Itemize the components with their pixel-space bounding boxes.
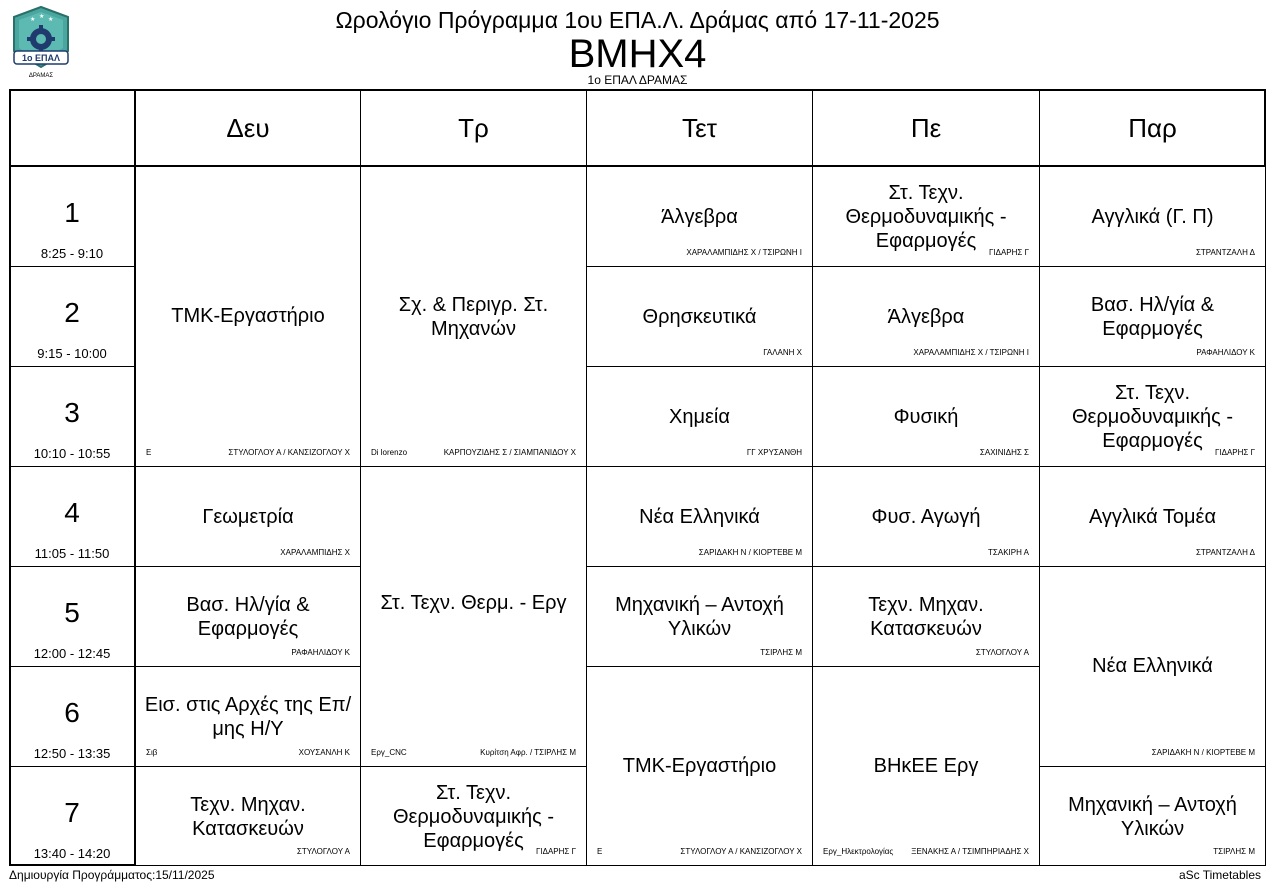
period-time: 12:00 - 12:45 — [33, 646, 111, 661]
lesson-teacher: ΣΑΧΙΝΙΔΗΣ Σ — [979, 448, 1029, 457]
period-time: 12:50 - 13:35 — [33, 746, 111, 761]
lesson-teacher: ΚΑΡΠΟΥΖΙΔΗΣ Σ / ΣΙΑΜΠΑΝΙΔΟΥ Χ — [443, 448, 576, 457]
lesson-teacher: ΓΓ ΧΡΥΣΑΝΘΗ — [746, 448, 802, 457]
lesson-cell — [1040, 567, 1265, 766]
lesson-cell — [587, 567, 812, 666]
lesson-cell — [136, 567, 360, 666]
lesson-subject: Θρησκευτικά — [642, 306, 757, 328]
lesson-cell — [361, 467, 586, 766]
lesson-subject: Αγγλικά Τομέα — [1088, 506, 1217, 528]
period-time: 8:25 - 9:10 — [40, 246, 104, 261]
page-title: Ωρολόγιο Πρόγραμμα 1ου ΕΠΑ.Λ. Δράμας από 17-11-2025 — [335, 7, 940, 33]
lesson-cell — [813, 267, 1039, 366]
lesson-subject: Νέα Ελληνικά — [639, 506, 760, 528]
lesson-teacher: ΓΑΛΑΝΗ Χ — [763, 348, 802, 357]
lesson-subject: Χημεία — [669, 406, 730, 428]
lesson-room: Ε — [146, 448, 152, 457]
lesson-subject: Βασ. Ηλ/γία & Εφαρμογές — [1090, 294, 1215, 340]
lesson-teacher: ΣΤΥΛΟΓΛΟΥ Α — [975, 648, 1029, 657]
lesson-cell — [813, 367, 1039, 466]
lesson-subject: Φυσική — [893, 406, 959, 428]
lesson-cell — [1040, 167, 1265, 266]
lesson-cell — [587, 367, 812, 466]
lesson-subject: Άλγεβρα — [661, 206, 738, 228]
lesson-teacher: ΣΤΥΛΟΓΛΟΥ Α / ΚΑΝΣΙΖΟΓΛΟΥ Χ — [680, 847, 802, 856]
lesson-teacher: ΧΑΡΑΛΑΜΠΙΔΗΣ Χ — [280, 548, 350, 557]
lesson-room: Εργ_CNC — [371, 748, 407, 757]
lesson-teacher: ΣΑΡΙΔΑΚΗ Ν / ΚΙΟΡΤΕΒΕ Μ — [698, 548, 802, 557]
lesson-subject: Τεχν. Μηχαν. Κατασκευών — [868, 594, 984, 640]
lesson-teacher: ΣΤΡΑΝΤΖΑΛΗ Δ — [1195, 548, 1255, 557]
lesson-subject: Στ. Τεχν. Θερμοδυναμικής - Εφαρμογές — [392, 782, 555, 852]
lesson-subject: Φυσ. Αγωγή — [871, 506, 981, 528]
lesson-cell — [136, 167, 360, 466]
lesson-teacher: ΡΑΦΑΗΛΙΔΟΥ Κ — [291, 648, 350, 657]
period-time: 13:40 - 14:20 — [33, 846, 111, 861]
lesson-cell — [1040, 467, 1265, 566]
lesson-subject: Τεχν. Μηχαν. Κατασκευών — [190, 794, 306, 840]
period-number: 7 — [64, 797, 80, 828]
period-number: 5 — [64, 597, 80, 628]
lesson-cell — [587, 467, 812, 566]
lesson-cell — [587, 667, 812, 865]
lesson-room: Ε — [597, 847, 603, 856]
svg-text:★: ★ — [48, 17, 54, 23]
day-header-wed: Τετ — [682, 112, 717, 143]
lesson-cell — [1040, 767, 1265, 865]
lesson-subject: Στ. Τεχν. Θερμοδυναμικής - Εφαρμογές — [845, 182, 1007, 252]
period-number: 4 — [64, 497, 80, 528]
lesson-teacher: ΓΙΔΑΡΗΣ Γ — [989, 248, 1029, 257]
lesson-teacher: ΤΣΙΡΛΗΣ Μ — [1213, 847, 1255, 856]
lesson-cell — [1040, 367, 1265, 466]
lesson-teacher: ΤΣΙΡΛΗΣ Μ — [760, 648, 802, 657]
lesson-teacher: ΣΑΡΙΔΑΚΗ Ν / ΚΙΟΡΤΕΒΕ Μ — [1151, 748, 1255, 757]
lesson-teacher: ΧΟΥΣΑΝΛΗ Κ — [298, 748, 350, 757]
school-name: 1ο ΕΠΑΛ ΔΡΑΜΑΣ — [587, 73, 688, 87]
svg-text:★: ★ — [30, 17, 36, 23]
logo-text: 1ο ΕΠΑΛ — [21, 53, 61, 63]
class-name: ΒΜΗΧ4 — [568, 32, 707, 76]
lesson-teacher: ΡΑΦΑΗΛΙΔΟΥ Κ — [1196, 348, 1255, 357]
lesson-subject: Μηχανική – Αντοχή Υλικών — [615, 594, 784, 640]
lesson-subject: ΤΜΚ-Εργαστήριο — [622, 755, 777, 777]
lesson-subject: Μηχανική – Αντοχή Υλικών — [1068, 794, 1237, 840]
lesson-cell — [1040, 267, 1265, 366]
period-time: 10:10 - 10:55 — [33, 446, 111, 461]
lesson-subject: ΒΗκΕΕ Εργ — [873, 755, 979, 777]
day-header-tue: Τρ — [458, 112, 489, 143]
lesson-teacher: ΓΙΔΑΡΗΣ Γ — [1215, 448, 1255, 457]
period-time: 11:05 - 11:50 — [34, 546, 110, 561]
lesson-teacher: ΧΑΡΑΛΑΜΠΙΔΗΣ Χ / ΤΣΙΡΩΝΗ Ι — [686, 248, 802, 257]
lesson-subject: Γεωμετρία — [202, 506, 294, 528]
lesson-cell — [361, 767, 586, 865]
period-time: 9:15 - 10:00 — [37, 346, 107, 361]
lesson-subject: Αγγλικά (Γ. Π) — [1091, 206, 1214, 228]
day-header-thu: Πε — [910, 112, 942, 143]
lesson-teacher: ΤΣΑΚΙΡΗ Α — [988, 548, 1029, 557]
lesson-room: Σιβ — [146, 748, 158, 757]
lesson-teacher: Κυρίτση Αφρ. / ΤΣΙΡΛΗΣ Μ — [480, 748, 576, 757]
svg-text:★: ★ — [39, 14, 45, 20]
period-number: 3 — [64, 397, 80, 428]
lesson-teacher: ΧΑΡΑΛΑΜΠΙΔΗΣ Χ / ΤΣΙΡΩΝΗ Ι — [913, 348, 1029, 357]
logo-subtext: ΔΡΑΜΑΣ — [28, 73, 54, 79]
lesson-subject: Σχ. & Περιγρ. Στ. Μηχανών — [398, 294, 549, 340]
day-header-fri: Παρ — [1128, 112, 1177, 143]
lesson-subject: Εισ. στις Αρχές της Επ/μης Η/Υ — [144, 694, 352, 740]
lesson-subject: Βασ. Ηλ/γία & Εφαρμογές — [186, 594, 310, 640]
lesson-teacher: ΞΕΝΑΚΗΣ Α / ΤΣΙΜΠΗΡΙΑΔΗΣ Χ — [911, 847, 1029, 856]
lesson-cell — [136, 467, 360, 566]
created-date: Δημιουργία Προγράμματος:15/11/2025 — [9, 868, 215, 882]
lesson-subject: Στ. Τεχν. Θερμοδυναμικής - Εφαρμογές — [1071, 382, 1234, 452]
lesson-cell — [361, 167, 586, 466]
period-number: 1 — [64, 197, 80, 228]
period-number: 2 — [64, 297, 80, 328]
lesson-cell — [136, 667, 360, 766]
lesson-teacher: ΓΙΔΑΡΗΣ Γ — [536, 847, 576, 856]
lesson-cell — [813, 467, 1039, 566]
lesson-subject: Νέα Ελληνικά — [1092, 655, 1213, 677]
lesson-subject: Άλγεβρα — [887, 306, 965, 328]
lesson-teacher: ΣΤΥΛΟΓΛΟΥ Α / ΚΑΝΣΙΖΟΓΛΟΥ Χ — [228, 448, 350, 457]
day-header-mon: Δευ — [226, 112, 270, 143]
lesson-teacher: ΣΤΡΑΝΤΖΑΛΗ Δ — [1195, 248, 1255, 257]
lesson-cell — [587, 167, 812, 266]
lesson-cell — [136, 767, 360, 865]
brand-label: aSc Timetables — [1178, 868, 1261, 882]
lesson-cell — [813, 667, 1039, 865]
lesson-subject: Στ. Τεχν. Θερμ. - Εργ — [380, 592, 567, 614]
lesson-subject: ΤΜΚ-Εργαστήριο — [171, 305, 325, 327]
lesson-cell — [813, 567, 1039, 666]
lesson-room: Di lorenzo — [371, 448, 408, 457]
lesson-cell — [587, 267, 812, 366]
lesson-room: Εργ_Ηλεκτρολογίας — [823, 847, 894, 856]
lesson-cell — [813, 167, 1039, 266]
lesson-teacher: ΣΤΥΛΟΓΛΟΥ Α — [296, 847, 350, 856]
period-number: 6 — [64, 697, 80, 728]
